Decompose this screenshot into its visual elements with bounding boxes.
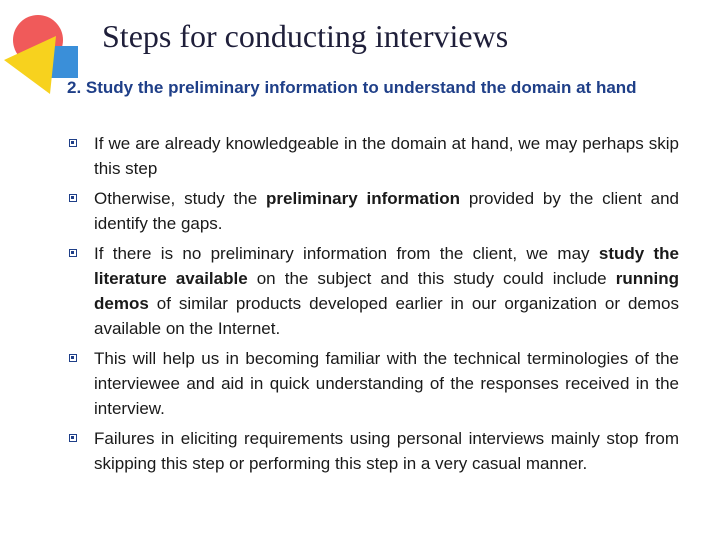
- bullet-item: [67, 426, 679, 476]
- bullet-item: [67, 186, 679, 236]
- bullet-text: on the subject and this study could include: [247, 269, 616, 288]
- bullet-text: Failures in eliciting requirements using personal interviews mainly stop from skipping this step or performing this step in a very casual manner.: [94, 429, 679, 473]
- bullet-bold-text: study the literature available: [94, 244, 680, 288]
- bullet-bold-text: preliminary information: [266, 189, 460, 208]
- square-bullet-icon: [69, 194, 77, 202]
- bullet-text: If there is no preliminary information from the client, we may: [94, 244, 599, 263]
- bullet-item: [67, 131, 679, 181]
- bullet-text: If we are already knowledgeable in the domain at hand, we may perhaps skip this step: [94, 134, 679, 178]
- square-bullet-icon: [69, 354, 77, 362]
- square-bullet-icon: [69, 434, 77, 442]
- bullet-item: [67, 241, 679, 341]
- square-bullet-icon: [69, 139, 77, 147]
- bullet-text: provided by the client and identify the gaps.: [94, 189, 680, 233]
- section-heading: 2. Study the preliminary information to understand the domain at hand: [67, 78, 637, 97]
- bullet-item: [67, 346, 679, 421]
- bullet-text: of similar products developed earlier in our organization or demos available on the Internet.: [94, 294, 679, 338]
- slide-title: Steps for conducting interviews: [102, 18, 509, 54]
- bullet-bold-text: running demos: [94, 269, 679, 313]
- bullet-text: This will help us in becoming familiar with the technical terminologies of the interviewee and aid in quick understanding of the responses received in the interview.: [94, 349, 679, 418]
- bullet-list: [67, 131, 679, 476]
- bullet-text: Otherwise, study the: [94, 189, 267, 208]
- square-bullet-icon: [69, 249, 77, 257]
